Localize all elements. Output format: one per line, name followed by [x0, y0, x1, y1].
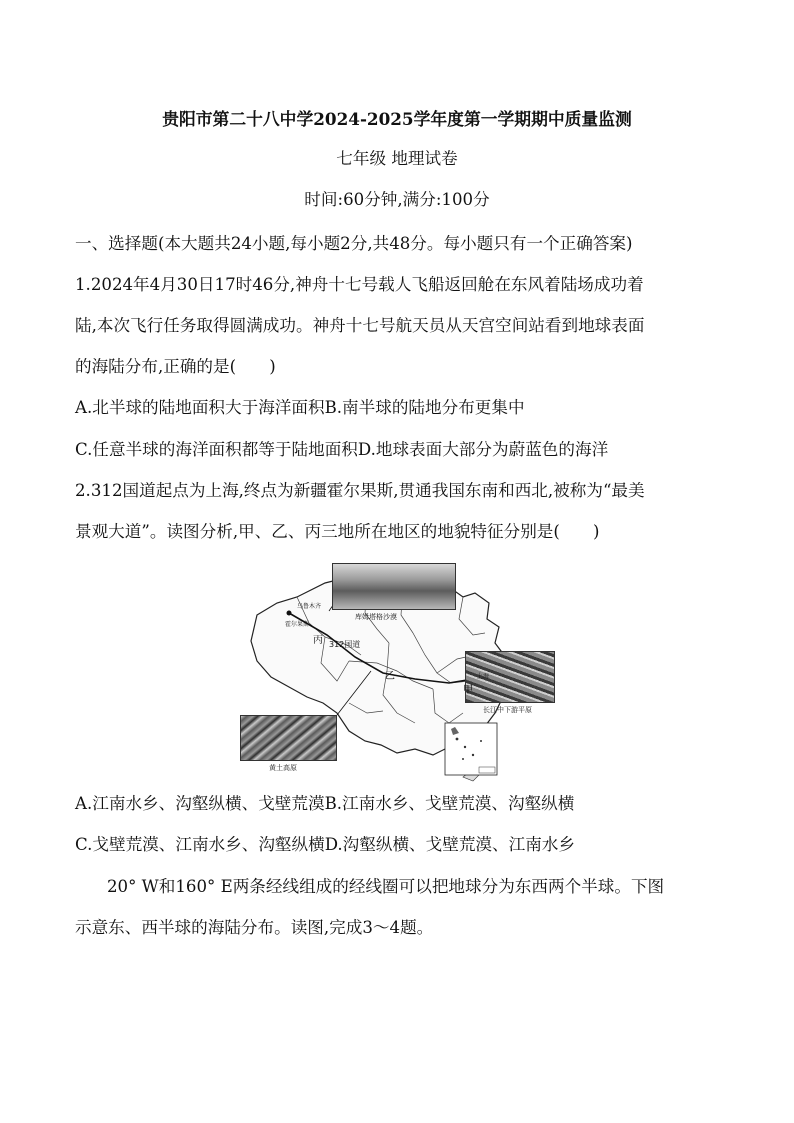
label-jia: 甲 [463, 685, 473, 696]
q3-4-intro-line2: 示意东、西半球的海陆分布。读图,完成3～4题。 [75, 918, 434, 937]
label-start-city: 上海 [477, 673, 490, 680]
plateau-caption: 黄土高原 [269, 764, 297, 772]
q2-stem-line1: 2.312国道起点为上海,终点为新疆霍尔果斯,贯通我国东南和西北,被称为“最美 [75, 481, 645, 500]
label-end-city: 霍尔果斯 [285, 621, 310, 628]
section-heading: 一、选择题(本大题共24小题,每小题2分,共48分。每小题只有一个正确答案) [75, 234, 633, 253]
plain-caption: 长江中下游平原 [483, 706, 532, 714]
q1-options-line2: C.任意半球的海洋面积都等于陆地面积D.地球表面大部分为蔚蓝色的海洋 [75, 440, 609, 459]
q1-options-line1: A.北半球的陆地面积大于海洋面积B.南半球的陆地分布更集中 [75, 398, 525, 417]
desert-photo [332, 563, 456, 610]
q2-options-line2: C.戈壁荒漠、江南水乡、沟壑纵横D.沟壑纵横、戈壁荒漠、江南水乡 [75, 835, 575, 854]
plateau-photo [240, 715, 337, 761]
q2-options-line1: A.江南水乡、沟壑纵横、戈壁荒漠B.江南水乡、戈壁荒漠、沟壑纵横 [75, 794, 575, 813]
exam-meta: 时间:60分钟,满分:100分 [304, 190, 490, 209]
label-road: 312国道 [329, 640, 361, 649]
q1-stem-line2: 陆,本次飞行任务取得圆满成功。神舟十七号航天员从天宫空间站看到地球表面 [75, 316, 645, 335]
label-yi: 乙 [385, 671, 395, 682]
exam-subtitle: 七年级 地理试卷 [336, 149, 458, 168]
q3-4-intro-line1: 20° W和160° E两条经线组成的经线圈可以把地球分为东西两个半球。下图 [107, 877, 665, 896]
desert-caption: 库姆塔格沙漠 [355, 613, 397, 621]
label-bing: 丙 [313, 635, 323, 646]
q2-stem-line2: 景观大道”。读图分析,甲、乙、丙三地所在地区的地貌特征分别是( ) [75, 522, 600, 541]
exam-title: 贵阳市第二十八中学2024-2025学年度第一学期期中质量监测 [162, 109, 632, 129]
label-urumqi: 乌鲁木齐 [297, 603, 322, 610]
q1-stem-line3: 的海陆分布,正确的是( ) [75, 357, 276, 376]
china-map-figure [237, 563, 557, 783]
q1-stem-line1: 1.2024年4月30日17时46分,神舟十七号载人飞船返回舱在东风着陆场成功着 [75, 275, 644, 294]
